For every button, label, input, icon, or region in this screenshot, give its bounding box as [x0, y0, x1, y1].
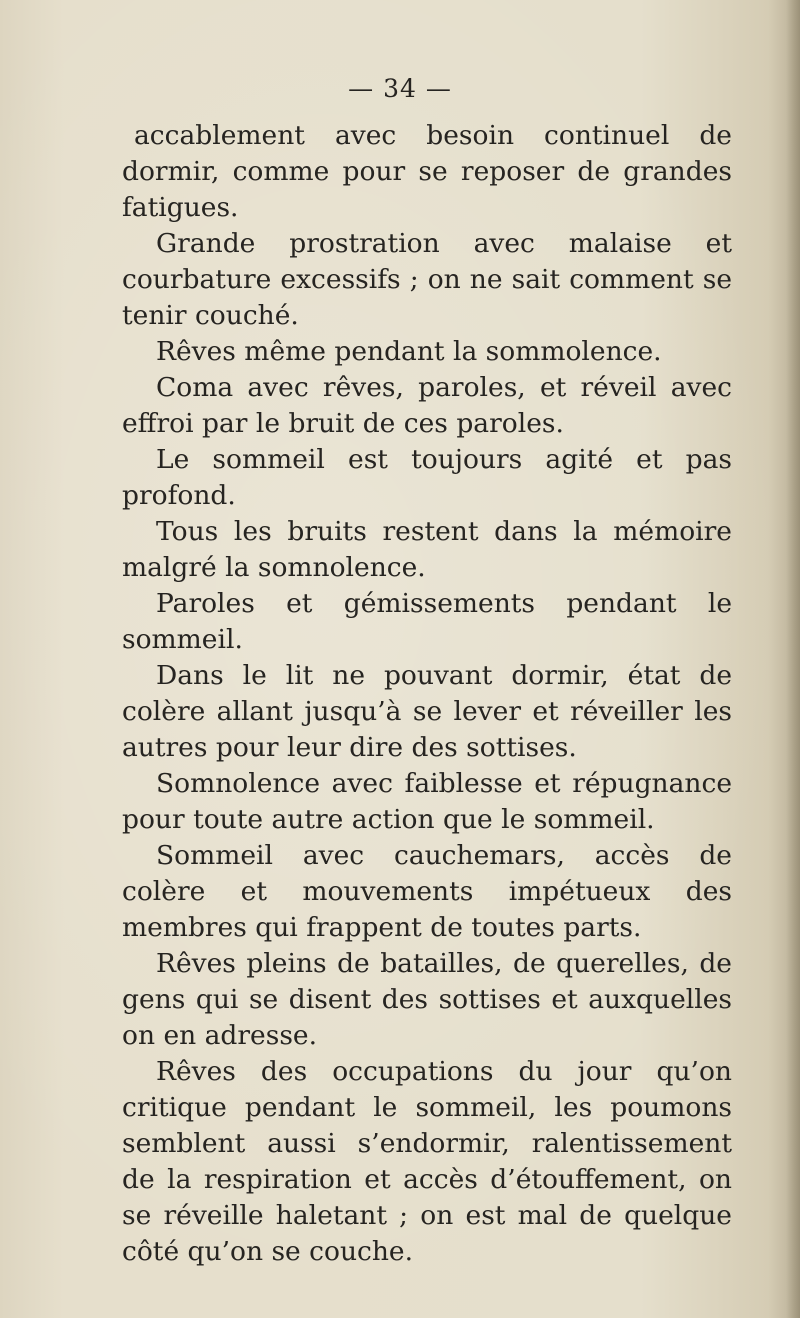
paragraph-12: Rêves des occupations du jour qu’on critique pendant le sommeil, les poumons semblent aussi s’endormir, ralentissement de la respiration et accès d’étouffement, on se réveille haletant ; on est mal de quelque côté qu’on se couche. — [122, 1056, 732, 1267]
page-number: — 34 — — [348, 74, 452, 103]
page-edge-shadow — [786, 0, 800, 1318]
body-text — [122, 118, 732, 1270]
paragraph-10: Sommeil avec cauchemars, accès de colère et mouvements impétueux des membres qui frappent de toutes parts. — [122, 840, 732, 943]
paragraph-3: Rêves même pendant la sommolence. — [156, 336, 662, 367]
paragraph-4: Coma avec rêves, paroles, et réveil avec effroi par le bruit de ces paroles. — [122, 372, 732, 439]
paragraph-9: Somnolence avec faiblesse et répugnance pour toute autre action que le sommeil. — [122, 768, 732, 835]
paragraph-11: Rêves pleins de batailles, de querelles, de gens qui se disent des sottises et auxquelles on en adresse. — [122, 948, 732, 1051]
paragraph-7: Paroles et gémissements pendant le sommeil. — [122, 588, 732, 655]
paragraph-8: Dans le lit ne pouvant dormir, état de colère allant jusqu’à se lever et réveiller les autres pour leur dire des sottises. — [122, 660, 732, 763]
paragraph-6: Tous les bruits restent dans la mémoire malgré la somnolence. — [122, 516, 732, 583]
paragraph-5: Le sommeil est toujours agité et pas profond. — [122, 444, 732, 511]
paragraph-2: Grande prostration avec malaise et courbature excessifs ; on ne sait comment se tenir couché. — [122, 228, 732, 331]
paragraph-1: accablement avec besoin continuel de dormir, comme pour se reposer de grandes fatigues. — [122, 120, 732, 223]
